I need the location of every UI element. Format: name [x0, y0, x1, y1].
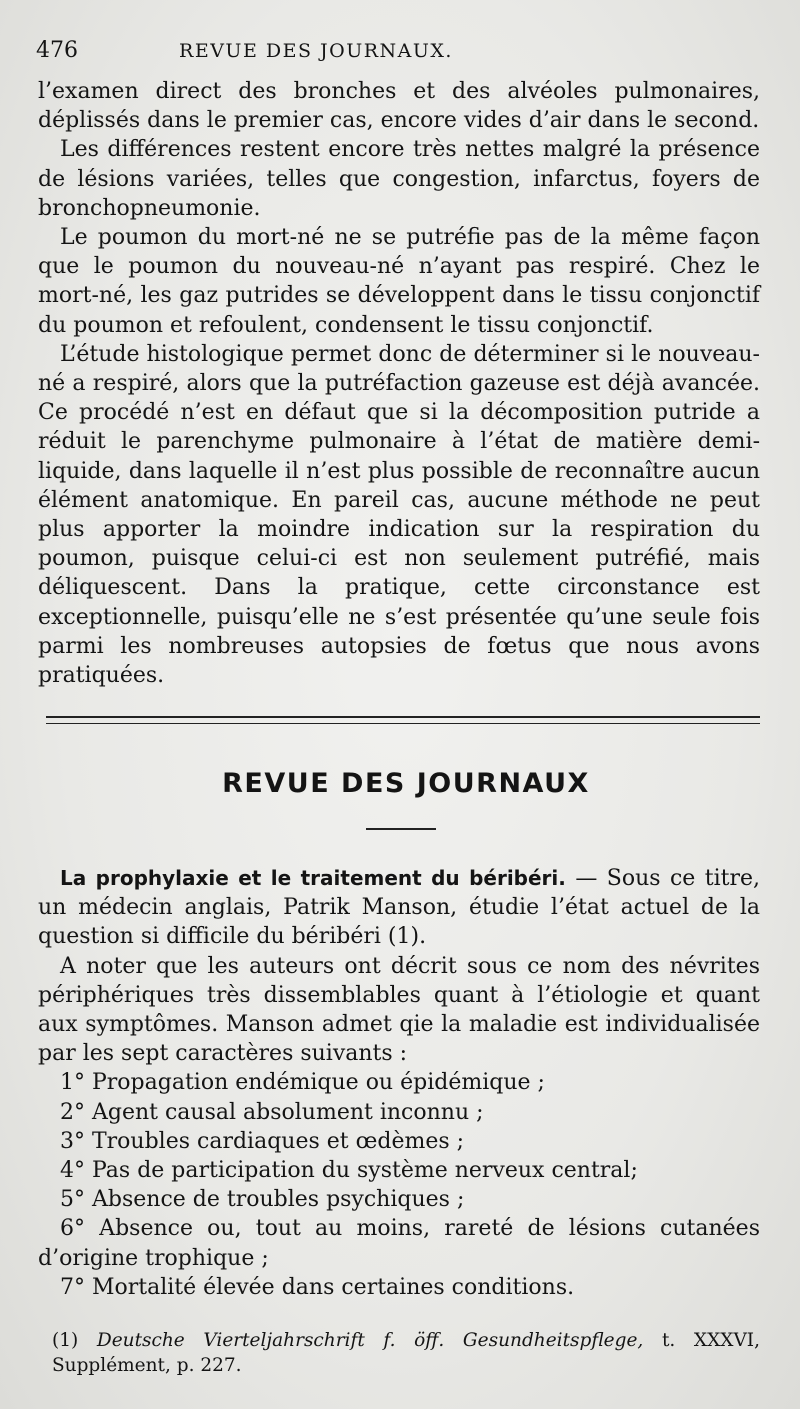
list-item: 1° Propagation endémique ou épidémique ;: [60, 1070, 545, 1096]
paragraph: A noter que les auteurs ont décrit sous ce nom des névrites périphériques très dissemblables quant à l’étiologie et quant aux symptômes. Manson admet qie la maladie est individualisée par les sept caractères suivants :: [38, 953, 760, 1067]
article-intro-text: — Sous ce titre, un médecin anglais, Patrik Manson, étudie l’état actuel de la question si difficile du béribéri (1).: [38, 866, 760, 950]
section-heading: REVUE DES JOURNAUX: [222, 768, 590, 799]
list-item: 7° Mortalité élevée dans certaines conditions.: [60, 1274, 575, 1300]
article-intro: [38, 864, 760, 952]
article-title: La prophylaxie et le traitement du béribéri.: [60, 866, 566, 890]
page-number: 476: [36, 38, 78, 63]
section-divider-thick: [46, 716, 760, 718]
list-item: 6° Absence ou, tout au moins, rareté de lésions cutanées d’origine trophique ;: [38, 1216, 760, 1271]
footnote-marker: (1): [52, 1330, 79, 1351]
list-item: 3° Troubles cardiaques et œdèmes ;: [60, 1128, 465, 1154]
page-header: [36, 38, 756, 68]
heading-ornament-rule: [366, 828, 436, 830]
article-block: [38, 864, 760, 1302]
paragraph: L’étude histologique permet donc de déterminer si le nouveau-né a respiré, alors que la putréfaction gazeuse est déjà avancée. Ce procédé n’est en défaut que si la décomposition putride a réduit le parenchyme pulmonaire à l’état de matière demi-liquide, dans laquelle il n’est plus possible de reconnaître aucun élément anatomique. En pareil cas, aucune méthode ne peut plus apporter la moindre indication sur la respiration du poumon, puisque celui-ci est non seulement putréfié, mais déliquescent. Dans la pratique, cette circonstance est exceptionnelle, puisqu’elle ne s’est présentée qu’une seule fois parmi les nombreuses autopsies de fœtus que nous avons pratiquées.: [38, 341, 760, 689]
paragraph: l’examen direct des bronches et des alvéoles pulmonaires, déplissés dans le premier cas, encore vides d’air dans le second.: [38, 79, 760, 134]
top-text-block: [38, 77, 760, 690]
footnote-journal: Deutsche Vierteljahrschrift f. öff. Gesundheitspflege,: [96, 1330, 644, 1351]
footnote-details: t. XXXVI, Supplément, p. 227.: [52, 1330, 760, 1376]
list-item: 2° Agent causal absolument inconnu ;: [60, 1099, 484, 1125]
running-title: REVUE DES JOURNAUX.: [179, 40, 453, 62]
list-item: 4° Pas de participation du système nerveux central;: [60, 1158, 638, 1184]
paragraph: Les différences restent encore très nettes malgré la présence de lésions variées, telles que congestion, infarctus, foyers de bronchopneumonie.: [38, 137, 760, 221]
section-divider-thin: [46, 723, 760, 724]
list-item: 5° Absence de troubles psychiques ;: [60, 1187, 465, 1213]
paragraph: Le poumon du mort-né ne se putréfie pas de la même façon que le poumon du nouveau-né n’ayant pas respiré. Chez le mort-né, les gaz putrides se développent dans le tissu conjonctif du poumon et refoulent, condensent le tissu conjonctif.: [38, 225, 760, 338]
footnote: [52, 1328, 760, 1378]
